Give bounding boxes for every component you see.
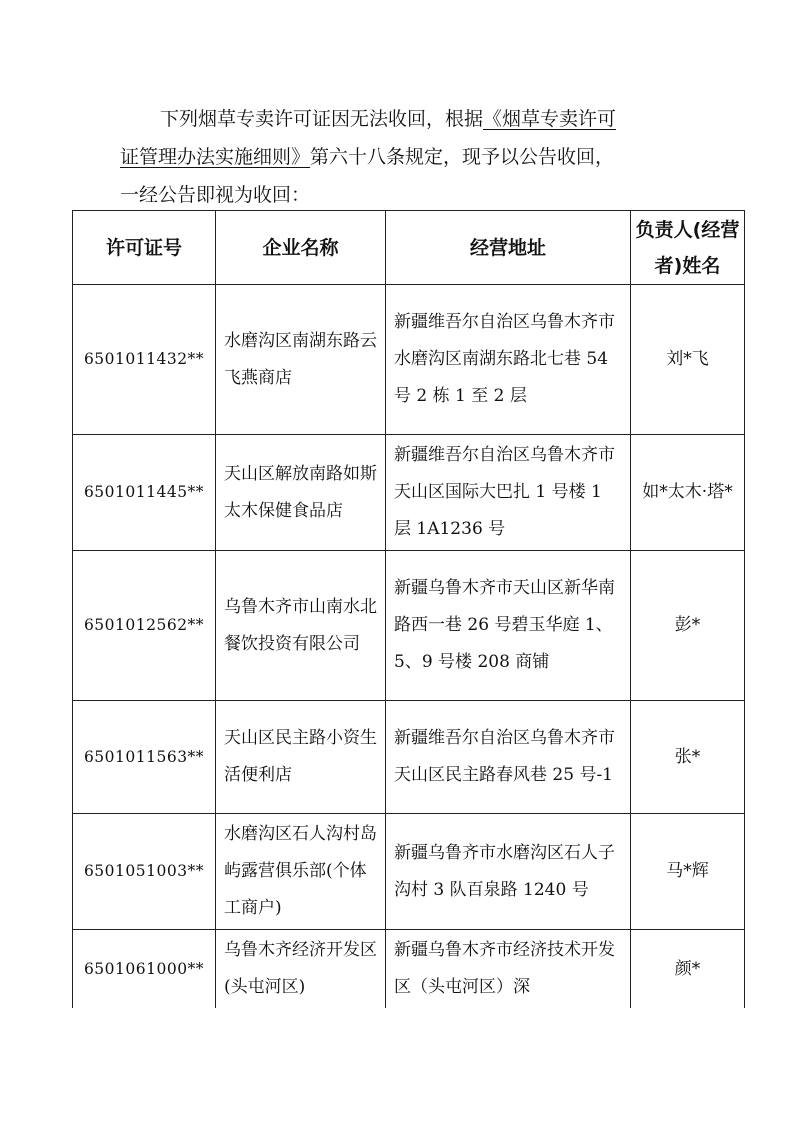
table-row	[73, 285, 745, 435]
license-number: 6501012562**	[73, 551, 216, 701]
header-manager: 负责人(经营者)姓名	[631, 211, 745, 285]
table-header-row	[73, 211, 745, 285]
business-address: 新疆维吾尔自治区乌鲁木齐市水磨沟区南湖东路北七巷 54 号 2 栋 1 至 2 层	[386, 285, 631, 435]
intro-line-3: 一经公告即视为收回：	[120, 184, 311, 206]
header-address: 经营地址	[386, 211, 631, 285]
company-name: 天山区民主路小资生活便利店	[216, 701, 386, 814]
license-number	[73, 930, 216, 1009]
license-number: 6501051003**	[73, 814, 216, 930]
company-name	[216, 930, 386, 1009]
table-row	[73, 701, 745, 814]
manager-name: 张*	[631, 701, 745, 814]
business-address: 新疆维吾尔自治区乌鲁木齐市天山区国际大巴扎 1 号楼 1 层 1A1236 号	[386, 435, 631, 551]
license-number: 6501011432**	[73, 285, 216, 435]
table-row	[73, 551, 745, 701]
manager-name-text: 颜*	[674, 959, 701, 979]
business-address: 新疆乌鲁木齐市天山区新华南路西一巷 26 号碧玉华庭 1、5、9 号楼 208 商铺	[386, 551, 631, 701]
manager-name: 刘*飞	[631, 285, 745, 435]
header-license-no: 许可证号	[73, 211, 216, 285]
regulation-title-part1: 《烟草专卖许可	[483, 108, 617, 130]
company-name-text: 乌鲁木齐经济开发区(头屯河区)	[224, 940, 377, 997]
company-name: 水磨沟区石人沟村岛屿露营俱乐部(个体工商户)	[216, 814, 386, 930]
license-number: 6501011445**	[73, 435, 216, 551]
table-row	[73, 435, 745, 551]
revoked-license-table	[72, 210, 745, 1008]
intro-text: 下列烟草专卖许可证因无法收回，根据	[160, 108, 484, 130]
business-address-text: 新疆乌鲁木齐市经济技术开发区（头屯河区）深	[394, 940, 615, 997]
license-number-text: 6501061000**	[83, 960, 205, 978]
intro-text: 第六十八条规定，现予以公告收回，	[310, 146, 615, 168]
license-number: 6501011563**	[73, 701, 216, 814]
intro-line-2	[120, 138, 680, 176]
company-name: 天山区解放南路如斯太木保健食品店	[216, 435, 386, 551]
business-address: 新疆乌鲁齐市水磨沟区石人子沟村 3 队百泉路 1240 号	[386, 814, 631, 930]
company-name: 乌鲁木齐市山南水北餐饮投资有限公司	[216, 551, 386, 701]
table-row	[73, 814, 745, 930]
announcement-intro	[120, 100, 680, 214]
header-company-name: 企业名称	[216, 211, 386, 285]
intro-line-1	[120, 100, 680, 138]
table-row	[73, 930, 745, 1009]
manager-name: 如*太木·塔*	[631, 435, 745, 551]
company-name: 水磨沟区南湖东路云飞燕商店	[216, 285, 386, 435]
manager-name: 马*辉	[631, 814, 745, 930]
manager-name	[631, 930, 745, 1009]
business-address: 新疆维吾尔自治区乌鲁木齐市天山区民主路春风巷 25 号-1	[386, 701, 631, 814]
business-address	[386, 930, 631, 1009]
manager-name: 彭*	[631, 551, 745, 701]
regulation-title-part2: 证管理办法实施细则》	[120, 146, 311, 168]
